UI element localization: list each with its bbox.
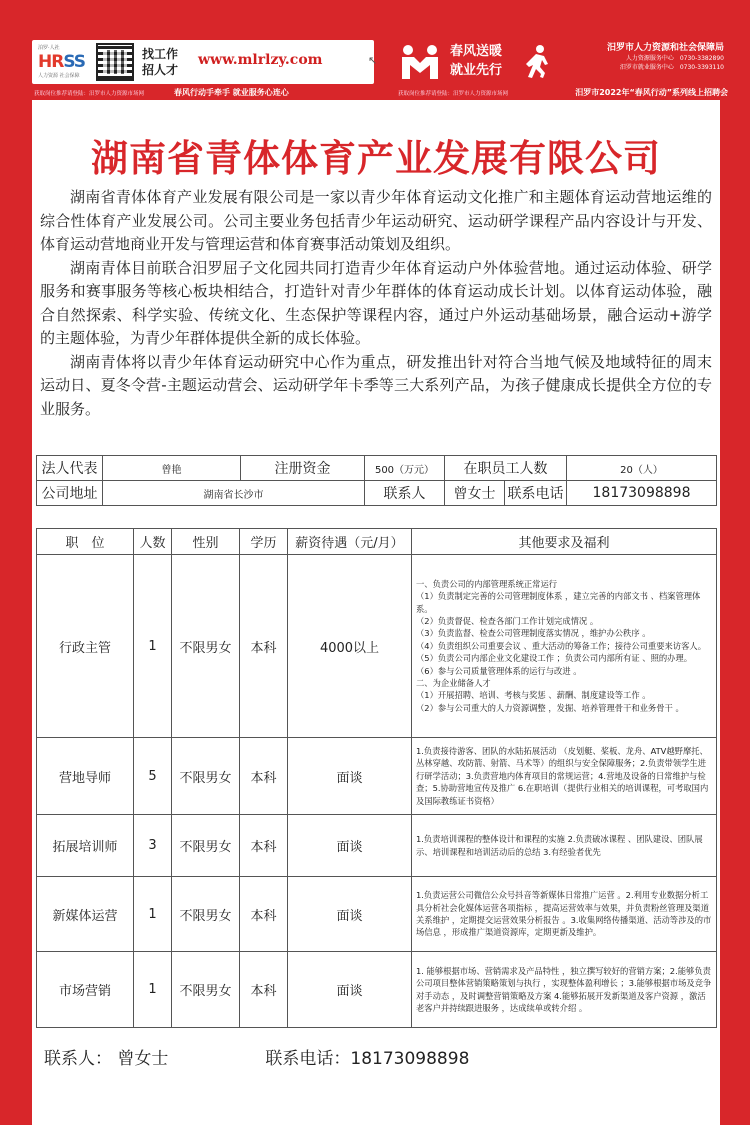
slogan-line-2: 就业先行 (450, 63, 503, 78)
job-gender: 不限男女 (172, 555, 240, 738)
footer-contact-value: 曾女士 (117, 1049, 169, 1069)
job-requirements: 1.负责接待游客、团队的水陆拓展活动 （皮划艇、桨板、龙舟、ATV越野摩托、丛林穿越、攻防箭、射箭、马术等）的组织与安全保障服务；2.负责带领学生进行研学活动；3.负责营地内体育项目的常规运营；4.营地及设备的日常维护与检查；5.协助营地宣传及推广 6.在职培训（提供行业相关的培训课程，可考取国内及国际教练证书资格） (412, 738, 717, 815)
legal-rep-label: 法人代表 (37, 456, 103, 481)
hrss-logo-ss: SS (63, 52, 86, 72)
campaign-panel (394, 40, 728, 84)
hrss-logo-main (38, 52, 85, 72)
job-requirements: 1.负责运营公司微信公众号抖音等新媒体日常推广运营 。2.利用专业数据分析工具分析社会化媒体运营各项指标 ，提高运营效率与效果，并负责粉丝管理及渠道关系维护 ，定期提交运营效果分析报告 。3.收集网络传播渠道、活动等涉及的市场信息 ，形成推广渠道资源库，定期更新及维护。 (412, 877, 717, 952)
contact-label: 联系人 (365, 481, 445, 506)
job-position: 市场营销 (37, 952, 134, 1028)
job-requirements: 1. 能够根据市场、营销需求及产品特性 ，独立撰写较好的营销方案；2.能够负责公司项目整体营销策略策划与执行 ，实现整体盈利增长 ；3.能够根据市场及竞争对手动态 ，及时调整营销策略及方案 4.能够拓展开发新渠道及客户资源 ，激活老客户并持续跟进服务 ，达成续单或转介绍 。 (412, 952, 717, 1028)
col-header-position: 职 位 (37, 529, 134, 555)
staff-label: 在职员工人数 (445, 456, 567, 481)
job-education: 本科 (240, 555, 288, 738)
recruit-ad-panel (32, 40, 378, 84)
info-row (37, 481, 717, 506)
job-count: 1 (134, 555, 172, 738)
footer-contact-person (44, 1044, 260, 1069)
job-count: 3 (134, 815, 172, 877)
table-row (37, 555, 717, 738)
hrss-logo (38, 44, 92, 80)
col-header-gender: 性别 (172, 529, 240, 555)
header-banner (0, 0, 750, 100)
cursor-icon: ↖ (368, 54, 378, 67)
footer-phone-value: 18173098898 (350, 1049, 470, 1069)
legal-rep-value: 曾艳 (103, 456, 241, 481)
hire-label: 招人才 (142, 63, 179, 77)
hrss-logo-sub: 人力资源 社会保障 (38, 73, 80, 79)
hrss-logo-top: 泊罗·人社 (38, 45, 60, 51)
bureau-row-2: 汨罗市就业服务中心 0730-3393110 (619, 64, 724, 71)
job-salary: 面谈 (288, 738, 412, 815)
slogan (450, 42, 520, 80)
col-header-requirements: 其他要求及福利 (412, 529, 717, 555)
job-requirements: 1.负责培训课程的整体设计和课程的实施 2.负责破冰课程 、团队建设、团队展示、培训课程和培训活动后的总结 3.有经验者优先 (412, 815, 717, 877)
right-caption-2: 汨罗市2022年“春风行动”系列线上招聘会 (575, 88, 728, 97)
job-position: 拓展培训师 (37, 815, 134, 877)
phone-value: 18173098898 (567, 481, 717, 506)
footer-phone-label: 联系电话： (265, 1049, 351, 1069)
job-gender: 不限男女 (172, 877, 240, 952)
job-education: 本科 (240, 877, 288, 952)
jobs-table (36, 528, 717, 1028)
intro-paragraph: 湖南省青体体育产业发展有限公司是一家以青少年体育运动文化推广和主题体育运动营地运维的综合性体育产业发展公司。公司主要业务包括青少年运动研究、运动研学课程产品内容设计与开发、体育运动营地商业开发与管理运营和体育赛事活动策划及组织。 (40, 188, 712, 253)
intro-paragraph: 湖南青体目前联合汨罗屈子文化园共同打造青少年体育运动户外体验营地。通过运动体验、研学服务和赛事服务等核心板块相结合，打造针对青少年群体的体育运动成长计划。以体育运动体验，融合自然探索、科学实验、传统文化、生态保护等课程内容，通过户外运动基础场景，融合运动+游学的主题体验，为青少年群体提供全新的成长体验。 (40, 258, 712, 347)
footer-phone (265, 1044, 469, 1069)
col-header-salary: 薪资待遇（元/月） (288, 529, 412, 555)
job-gender: 不限男女 (172, 815, 240, 877)
company-title: 湖南省青体体育产业发展有限公司 (91, 137, 661, 180)
capital-value: 500（万元） (365, 456, 445, 481)
job-education: 本科 (240, 738, 288, 815)
capital-label: 注册资金 (241, 456, 365, 481)
staff-value: 20（人） (567, 456, 717, 481)
info-row (37, 456, 717, 481)
find-work-label: 找工作 (142, 47, 179, 61)
job-position: 新媒体运营 (37, 877, 134, 952)
footer-contact-label: 联系人： (44, 1049, 112, 1069)
left-caption: 获取岗位推荐请登陆：汨罗市人力资源市场网 (34, 91, 145, 97)
phone-label: 联系电话 (505, 481, 567, 506)
job-gender: 不限男女 (172, 952, 240, 1028)
intro-paragraph: 湖南青体将以青少年体育运动研究中心作为重点，研发推出针对符合当地气候及地域特征的周末运动日、夏冬令营-主题运动营会、运动研学年卡季等三大系列产品，为孩子健康成长提供全方位的专业服务。 (40, 352, 712, 418)
footer-contact (44, 1044, 704, 1069)
job-salary: 面谈 (288, 815, 412, 877)
job-count: 5 (134, 738, 172, 815)
job-salary: 面谈 (288, 952, 412, 1028)
job-count: 1 (134, 952, 172, 1028)
job-gender: 不限男女 (172, 738, 240, 815)
runner-icon (522, 44, 552, 80)
qr-code-icon[interactable] (96, 43, 134, 81)
contact-value: 曾女士 (445, 481, 505, 506)
job-count: 1 (134, 877, 172, 952)
site-link[interactable]: www.mlrlzy.com (198, 52, 323, 68)
address-value: 湖南省长沙市 (103, 481, 365, 506)
col-header-education: 学历 (240, 529, 288, 555)
find-work-text (142, 46, 188, 78)
slogan-line-1: 春风送暖 (450, 44, 503, 59)
job-poster-sheet (32, 100, 720, 1125)
job-education: 本科 (240, 952, 288, 1028)
bureau-row-1: 人力资源服务中心 0730-3382890 (625, 55, 724, 62)
table-row (37, 815, 717, 877)
handshake-people-icon (398, 44, 442, 80)
job-education: 本科 (240, 815, 288, 877)
mid-caption: 春风行动手牵手 就业服务心连心 (174, 88, 289, 97)
job-position: 营地导师 (37, 738, 134, 815)
right-caption: 获取岗位推荐请登陆：汨罗市人力资源市场网 (398, 91, 509, 97)
table-row (37, 877, 717, 952)
job-requirements: 一、负责公司的内部管理系统正常运行 （1）负责制定完善的公司管理制度体系 ，建立完善的内部文书 、档案管理体系。 （2）负责督促、检查各部门工作计划完成情况 。 （3）负责监督、检查公司管理制度落实情况 ，维护办公秩序 。 （4）负责组织公司重要会议 、重大活动的筹备工作；接待公司重要来访客人。 （5）负责公司内部企业文化建设工作 ；负责公司内部所有证 、照的办理。 （6）参与公司质量管理体系的运行与改进 。 二、为企业储备人才 （1）开展招聘、培训、考核与奖惩 、薪酬、制度建设等工作 。 （2）参与公司重大的人力资源调整 ，发掘、培养管理骨干和业务骨干 。 (412, 555, 717, 738)
col-header-count: 人数 (134, 529, 172, 555)
job-salary: 4000以上 (288, 555, 412, 738)
company-intro (40, 186, 712, 421)
hrss-logo-hr: HR (38, 52, 64, 72)
job-salary: 面谈 (288, 877, 412, 952)
address-label: 公司地址 (37, 481, 103, 506)
company-info-table (36, 455, 717, 506)
bureau-name: 汨罗市人力资源和社会保障局 (606, 43, 724, 53)
table-row (37, 952, 717, 1028)
table-row (37, 738, 717, 815)
bureau-info (607, 42, 724, 72)
job-position: 行政主管 (37, 555, 134, 738)
jobs-header-row (37, 529, 717, 555)
